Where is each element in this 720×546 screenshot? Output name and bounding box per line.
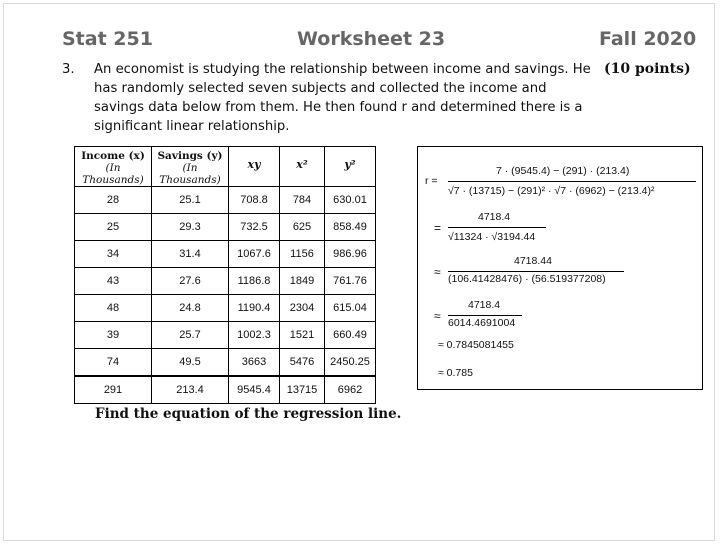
formula-numerator: 7 · (9545.4) − (291) · (213.4) bbox=[496, 165, 630, 177]
header-savings bbox=[152, 147, 229, 187]
r-value-rounded: ≈ 0.785 bbox=[438, 367, 473, 379]
problem-text: An economist is studying the relationship between income and savings. He has randomly selected seven subjects and collected the income and savings data below from them. He then found r and determined there is a significant linear relationship. bbox=[94, 62, 591, 134]
table-cell: 24.8 bbox=[152, 295, 229, 322]
sum-cell: 291 bbox=[75, 376, 152, 404]
table-cell: 27.6 bbox=[152, 268, 229, 295]
table-cell: 732.5 bbox=[229, 214, 280, 241]
table-row bbox=[75, 187, 376, 214]
sum-cell: 9545.4 bbox=[229, 376, 280, 404]
step3-numerator: 4718.44 bbox=[514, 255, 552, 267]
table-row bbox=[75, 241, 376, 268]
table-cell: 858.49 bbox=[325, 214, 376, 241]
table-cell: 48 bbox=[75, 295, 152, 322]
table-cell: 1002.3 bbox=[229, 322, 280, 349]
problem-number: 3. bbox=[62, 62, 75, 77]
table-cell: 708.8 bbox=[229, 187, 280, 214]
fraction-bar-1 bbox=[448, 181, 696, 182]
table-cell: 28 bbox=[75, 187, 152, 214]
table-row bbox=[75, 322, 376, 349]
table-cell: 25 bbox=[75, 214, 152, 241]
sum-cell: 6962 bbox=[325, 376, 376, 404]
table-header-row bbox=[75, 147, 376, 187]
table-cell: 1156 bbox=[280, 241, 325, 268]
correlation-calculation-box bbox=[417, 146, 703, 390]
header-xy-label: xy bbox=[247, 158, 261, 171]
table-cell: 784 bbox=[280, 187, 325, 214]
step4-numerator: 4718.4 bbox=[468, 299, 501, 311]
table-cell: 615.04 bbox=[325, 295, 376, 322]
table-row bbox=[75, 268, 376, 295]
table-cell: 2450.25 bbox=[325, 349, 376, 377]
table-cell: 761.76 bbox=[325, 268, 376, 295]
table-cell: 660.49 bbox=[325, 322, 376, 349]
sum-cell: 13715 bbox=[280, 376, 325, 404]
term-label: Fall 2020 bbox=[599, 28, 697, 50]
table-cell: 3663 bbox=[229, 349, 280, 377]
table-cell: 5476 bbox=[280, 349, 325, 377]
table-cell: 74 bbox=[75, 349, 152, 377]
fraction-bar-3 bbox=[448, 271, 624, 272]
step2-denominator: √11324 · √3194.44 bbox=[448, 231, 536, 243]
fraction-bar-4 bbox=[448, 315, 522, 316]
formula-denominator: √7 · (13715) − (291)² · √7 · (6962) − (213.4)² bbox=[448, 185, 655, 197]
header-x2 bbox=[280, 147, 325, 187]
table-row bbox=[75, 295, 376, 322]
course-title: Stat 251 bbox=[62, 28, 153, 50]
header-savings-unit: (In Thousands) bbox=[159, 162, 221, 186]
header-income bbox=[75, 147, 152, 187]
header-savings-label: Savings (y) bbox=[157, 150, 223, 162]
table-cell: 1849 bbox=[280, 268, 325, 295]
table-cell: 43 bbox=[75, 268, 152, 295]
table-sum-row bbox=[75, 376, 376, 404]
table-cell: 2304 bbox=[280, 295, 325, 322]
table-cell: 29.3 bbox=[152, 214, 229, 241]
step2-numerator: 4718.4 bbox=[478, 211, 511, 223]
table-cell: 1067.6 bbox=[229, 241, 280, 268]
header-y2-label: y² bbox=[344, 158, 356, 171]
approx-sign-3: ≈ bbox=[434, 265, 441, 279]
table-cell: 625 bbox=[280, 214, 325, 241]
table-row bbox=[75, 349, 376, 377]
table-cell: 25.7 bbox=[152, 322, 229, 349]
instruction-text: Find the equation of the regression line. bbox=[95, 406, 402, 422]
problem-points: (10 points) bbox=[604, 61, 691, 77]
header-x2-label: x² bbox=[296, 158, 308, 171]
table-cell: 31.4 bbox=[152, 241, 229, 268]
sum-cell: 213.4 bbox=[152, 376, 229, 404]
step4-denominator: 6014.4691004 bbox=[448, 317, 516, 329]
r-value-full: ≈ 0.7845081455 bbox=[438, 339, 514, 351]
r-equals: r = bbox=[425, 175, 438, 187]
table-cell: 1521 bbox=[280, 322, 325, 349]
table-cell: 34 bbox=[75, 241, 152, 268]
worksheet-title: Worksheet 23 bbox=[297, 28, 446, 50]
fraction-bar-2 bbox=[448, 227, 546, 228]
table-cell: 25.1 bbox=[152, 187, 229, 214]
table-cell: 986.96 bbox=[325, 241, 376, 268]
table-cell: 49.5 bbox=[152, 349, 229, 377]
header-income-label: Income (x) bbox=[81, 150, 145, 162]
table-row bbox=[75, 214, 376, 241]
approx-sign-4: ≈ bbox=[434, 309, 441, 323]
header-xy bbox=[229, 147, 280, 187]
table-cell: 1186.8 bbox=[229, 268, 280, 295]
header-income-unit: (In Thousands) bbox=[82, 162, 144, 186]
equals-sign: = bbox=[434, 221, 442, 235]
header-y2 bbox=[325, 147, 376, 187]
table-cell: 1190.4 bbox=[229, 295, 280, 322]
data-table bbox=[74, 146, 376, 404]
table-cell: 39 bbox=[75, 322, 152, 349]
table-cell: 630.01 bbox=[325, 187, 376, 214]
step3-denominator: (106.41428476) · (56.519377208) bbox=[448, 273, 606, 285]
